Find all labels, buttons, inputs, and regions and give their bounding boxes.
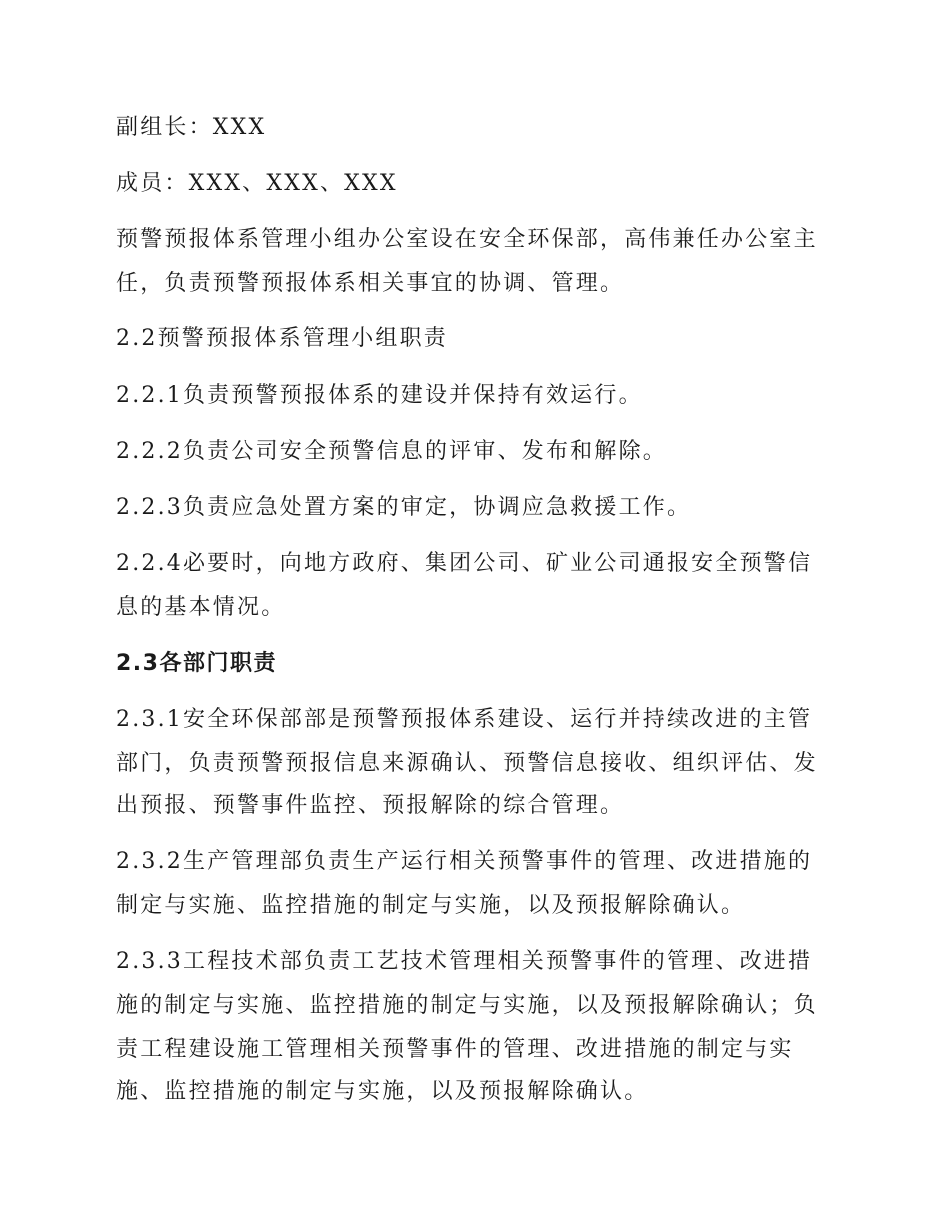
section-2-2-title: 2.2预警预报体系管理小组职责 <box>116 326 448 351</box>
item-2-2-4-line-2: 息的基本情况。 <box>116 595 286 620</box>
item-2-3-2-line-1: 2.3.2生产管理部负责生产运行相关预警事件的管理、改进措施的 <box>116 849 813 874</box>
office-note-line-2: 任，负责预警预报体系相关事宜的协调、管理。 <box>116 271 625 296</box>
item-2-3-2-line-2: 制定与实施、监控措施的制定与实施，以及预报解除确认。 <box>116 893 746 918</box>
item-2-3-3-line-1: 2.3.3工程技术部负责工艺技术管理相关预警事件的管理、改进措 <box>116 949 813 974</box>
item-2-3-1-line-3: 出预报、预警事件监控、预报解除的综合管理。 <box>116 793 625 818</box>
item-2-3-1-line-1: 2.3.1安全环保部部是预警预报体系建设、运行并持续改进的主管 <box>116 707 813 732</box>
item-2-3-1-line-2: 部门，负责预警预报信息来源确认、预警信息接收、组织评估、发 <box>116 751 818 776</box>
item-2-3-3-line-3: 责工程建设施工管理相关预警事件的管理、改进措施的制定与实 <box>116 1037 794 1062</box>
item-2-2-1: 2.2.1负责预警预报体系的建设并保持有效运行。 <box>116 383 643 408</box>
vice-leader-line: 副组长：XXX <box>116 115 267 140</box>
office-note-line-1: 预警预报体系管理小组办公室设在安全环保部，高伟兼任办公室主 <box>116 227 818 252</box>
section-2-3-title: 2.3各部门职责 <box>116 651 277 676</box>
item-2-3-3-line-4: 施、监控措施的制定与实施，以及预报解除确认。 <box>116 1079 649 1104</box>
item-2-2-3: 2.2.3负责应急处置方案的审定，协调应急救援工作。 <box>116 495 692 520</box>
item-2-2-2: 2.2.2负责公司安全预警信息的评审、发布和解除。 <box>116 439 667 464</box>
members-line: 成员：XXX、XXX、XXX <box>116 171 398 196</box>
item-2-3-3-line-2: 施的制定与实施、监控措施的制定与实施，以及预报解除确认；负 <box>116 993 818 1018</box>
item-2-2-4-line-1: 2.2.4必要时，向地方政府、集团公司、矿业公司通报安全预警信 <box>116 551 813 576</box>
